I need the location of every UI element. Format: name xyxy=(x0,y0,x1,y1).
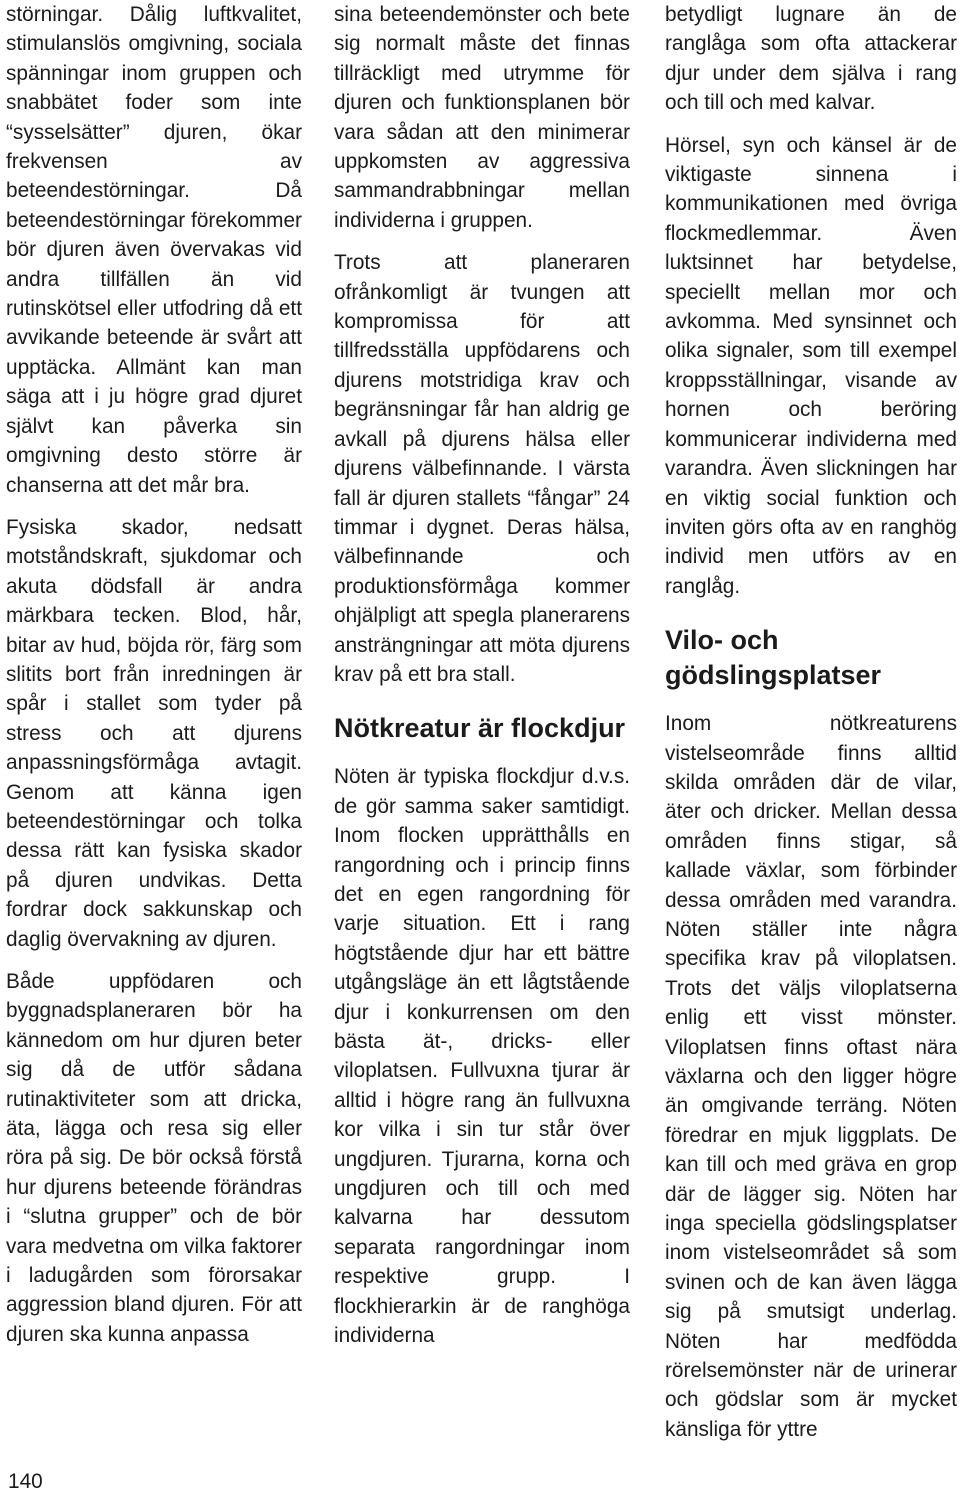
text-column-middle xyxy=(334,0,630,1363)
paragraph: störningar. Dålig luftkvalitet, stimulanslös omgivning, sociala spänningar inom gruppen och snabbätet foder som inte “sysselsätter” djuren, ökar frekvensen av beteendestörningar. Då beteendestörningar förekommer bör djuren även övervakas vid andra tillfällen än vid rutinskötsel eller utfodring då ett avvikande beteende är svårt att upptäcka. Allmänt kan man säga att i ju högre grad djuret självt kan påverka sin omgivning desto större är chanserna att det mår bra. xyxy=(6,3,302,497)
section-heading: Vilo- och gödslingsplatser xyxy=(665,625,882,691)
paragraph: betydligt lugnare än de ranglåga som ofta attackerar djur under dem själva i rang och till och med kalvar. xyxy=(665,3,957,115)
paragraph: Fysiska skador, nedsatt motståndskraft, sjukdomar och akuta dödsfall är andra märkbara tecken. Blod, hår, bitar av hud, böjda rör, färg som slitits bort från inredningen är spår i stallet som tyder på stress och att djurens anpassningsförmåga avtagit. Genom att känna igen beteendestörningar och tolka dessa rätt kan fysiska skador på djuren undvikas. Detta fordrar dock sakkunskap och daglig övervakning av djuren. xyxy=(6,515,302,951)
paragraph: Både uppfödaren och byggnadsplaneraren bör ha kännedom om hur djuren beter sig då de utför sådana rutinaktiviteter som att dricka, äta, lägga och resa sig eller röra på sig. De bör också förstå hur djurens beteende förändras i “slutna grupper” och de bör vara medvetna om vilka faktorer i ladugården som förorsakar aggression bland djuren. För att djuren ska kunna anpassa xyxy=(6,970,302,1346)
text-column-right xyxy=(665,0,957,1457)
paragraph: Inom nötkreaturens vistelseområde finns alltid skilda områden där de vilar, äter och dricker. Mellan dessa områden finns stigar, så kallade växlar, som förbinder dessa områden med varandra. Nöten ställer inte några specifika krav på viloplatsen. Trots det väljs viloplatserna enlig ett visst mönster. Viloplatsen finns oftast nära växlarna och den ligger högre än omgivande terräng. Nöten föredrar en mjuk liggplats. De kan till och med gräva en grop där de lägger sig. Nöten har inga speciella gödslingsplatser inom vistelseområdet så som svinen och de kan även lägga sig på smutsigt underlag. Nöten har medfödda rörelsemönster när de urinerar och gödslar som är mycket känsliga för yttre xyxy=(665,712,957,1441)
paragraph: sina beteendemönster och bete sig normalt måste det finnas tillräckligt med utrymme för djuren och funktionsplanen bör vara sådan att den minimerar uppkomsten av aggressiva sammandrabbningar mellan individerna i gruppen. xyxy=(334,3,630,232)
paragraph: Trots att planeraren ofrånkomligt är tvungen att kompromissa för att tillfredsställa uppfödarens och djurens motstridiga krav och begränsningar får han aldrig ge avkall på djurens hälsa eller djurens välbefinnande. I värsta fall är djuren stallets “fångar” 24 timmar i dygnet. Deras hälsa, välbefinnande och produktionsförmåga kommer ohjälpligt att spegla planerarens ansträngningar att möta djurens krav på ett bra stall. xyxy=(334,251,630,686)
text-column-left xyxy=(6,0,302,1362)
paragraph: Nöten är typiska flockdjur d.v.s. de gör samma saker samtidigt. Inom flocken upprätthålls en rangordning och i princip finns det en egen rangordning för varje situation. Ett i rang högtstående djur har ett bättre utgångsläge än ett lågtstående djur i konkurrensen om den bästa ät-, dricks- eller viloplatsen. Fullvuxna tjurar är alltid i högre rang än fullvuxna kor vilka i sin tur står över ungdjuren. Tjurarna, korna och ungdjuren och till och med kalvarna har dessutom separata rangordningar inom respektive grupp. I flockhierarkin är de ranghöga individerna xyxy=(334,765,630,1348)
paragraph: Hörsel, syn och känsel är de viktigaste sinnena i kommunikationen med övriga flockmedlemmar. Även luktsinnet har betydelse, speciellt mellan mor och avkomma. Med synsinnet och olika signaler, som till exempel kroppsställningar, visande av hornen och beröring kommunicerar individerna med varandra. Även slickningen har en viktig social funktion och inviten görs ofta av en ranghög individ men utförs av en ranglåg. xyxy=(665,133,957,598)
page-number: 140 xyxy=(8,1470,43,1493)
section-heading: Nötkreatur är flockdjur xyxy=(334,713,626,744)
